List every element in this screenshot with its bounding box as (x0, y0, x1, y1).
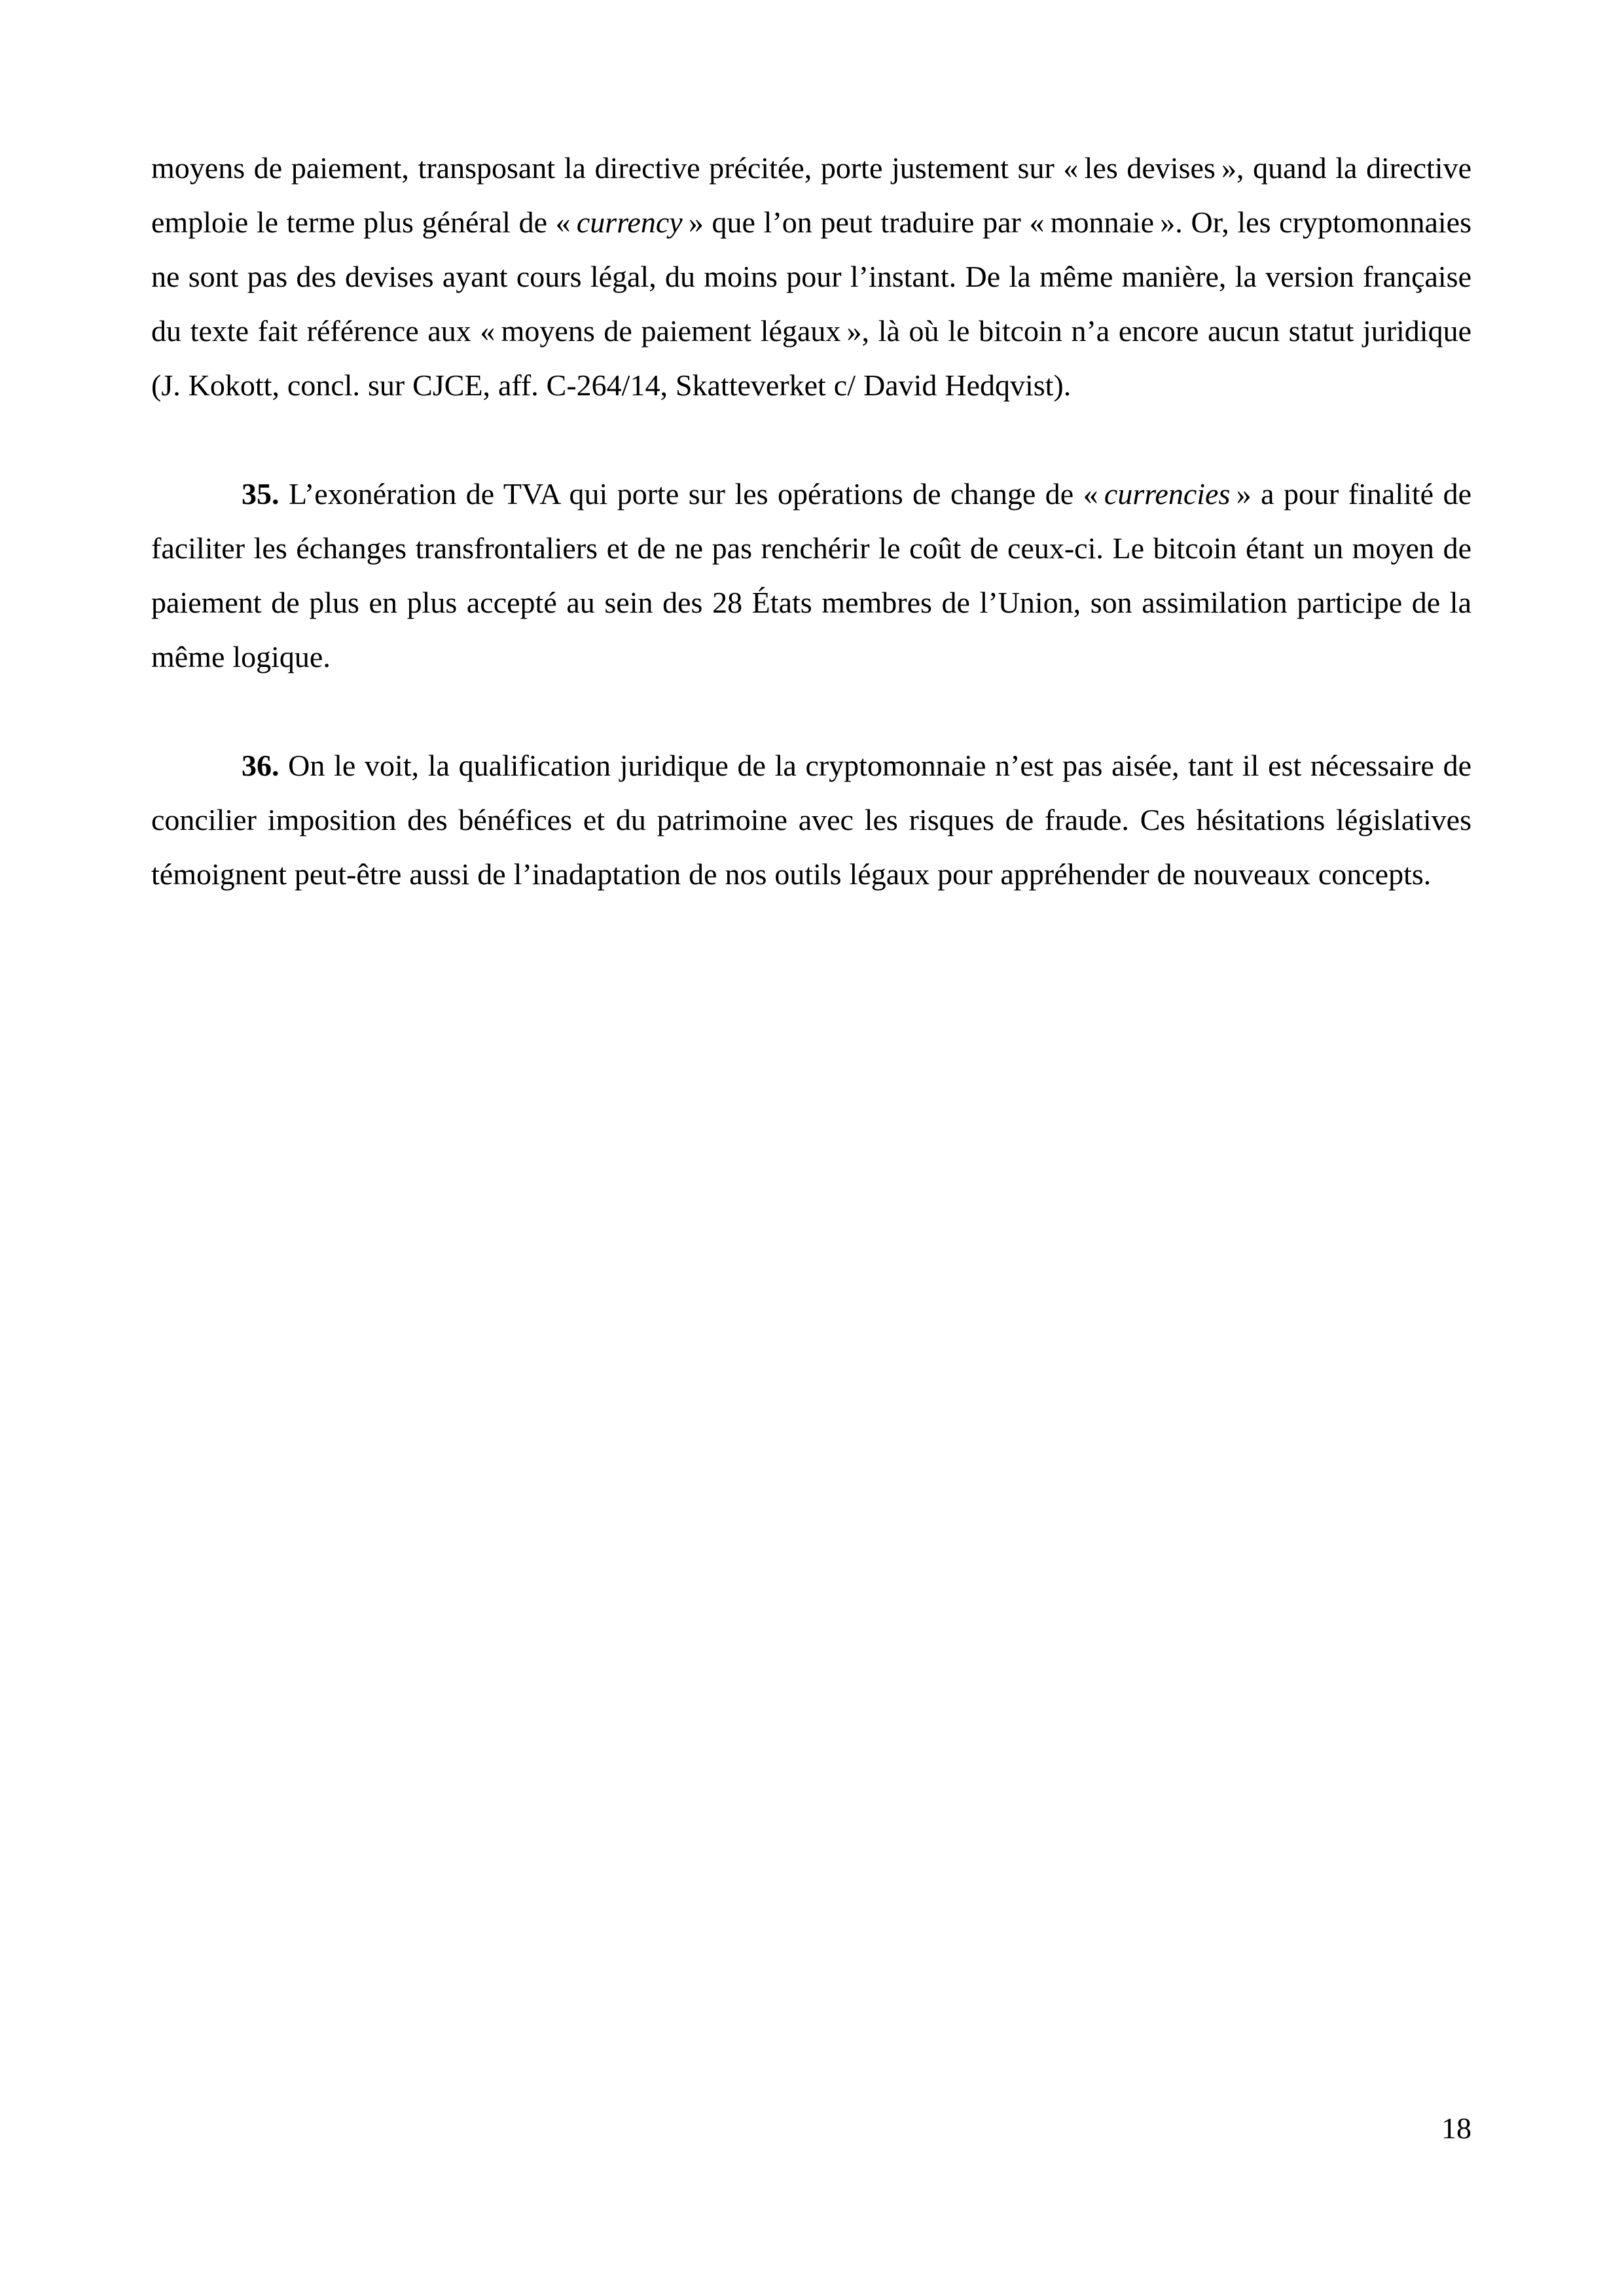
paragraph-number-35: 35. (242, 477, 280, 511)
page-body (151, 141, 1471, 901)
paragraph-text-run: » que l’on peut traduire par « monnaie ». Or, les cryptomonnaies ne sont pas des devises ayant cours légal, du moins pour l’instant. De la même manière, la version française du texte fait référence aux « moyens de paiement légaux », là où le bitcoin n’a encore aucun statut juridique (J. Kokott, concl. sur CJCE, aff. C-264/14, Skatteverket c/ David Hedqvist). (151, 206, 1471, 402)
paragraph-35 (151, 467, 1471, 684)
paragraph-text-run: moyens de paiement, transposant la directive précitée, porte justement sur « les devises », quand la directive emploie le terme plus général de « (151, 151, 1471, 239)
paragraph-number-36: 36. (242, 749, 280, 782)
paragraph-text-run: L’exonération de TVA qui porte sur les opérations de change de « (279, 477, 1104, 511)
italic-term-currency: currency (576, 206, 683, 239)
paragraph-36 (151, 738, 1471, 901)
italic-term-currencies: currencies (1104, 477, 1231, 511)
paragraph-text-run: » a pour finalité de faciliter les échanges transfrontaliers et de ne pas renchérir le coût de ceux-ci. Le bitcoin étant un moyen de paiement de plus en plus accepté au sein des 28 États membres de l’Union, son assimilation participe de la même logique. (151, 477, 1471, 673)
paragraph-text-run: On le voit, la qualification juridique de la cryptomonnaie n’est pas aisée, tant il est nécessaire de concilier imposition des bénéfices et du patrimoine avec les risques de fraude. Ces hésitations législatives témoignent peut-être aussi de l’inadaptation de nos outils légaux pour appréhender de nouveaux concepts. (151, 749, 1471, 891)
paragraph-continuation (151, 141, 1471, 412)
page-number: 18 (1441, 2111, 1471, 2145)
